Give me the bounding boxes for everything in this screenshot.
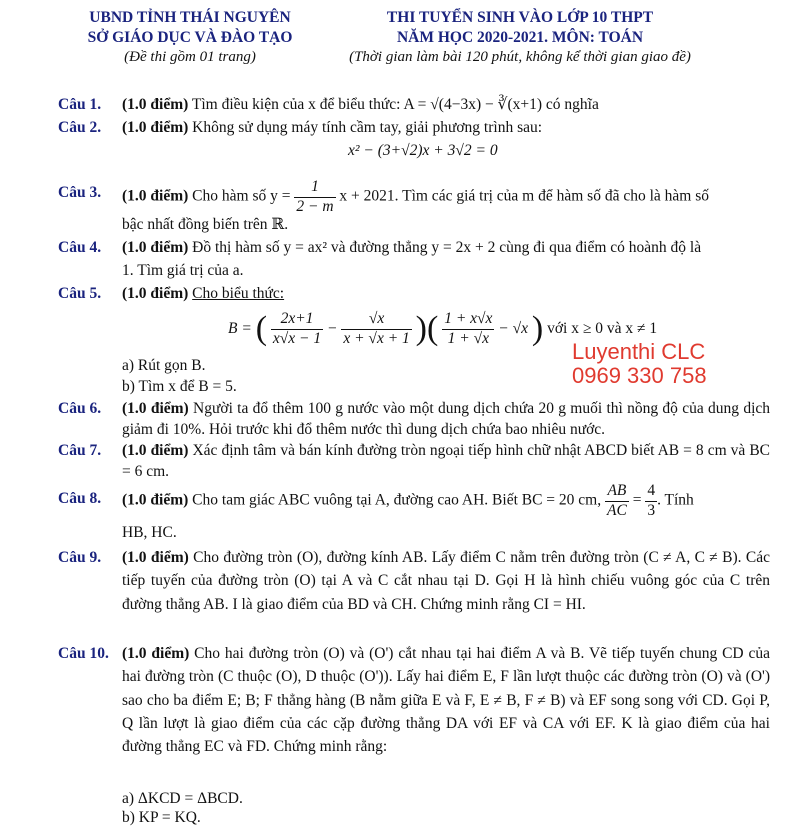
question-points: (1.0 điểm)	[122, 400, 189, 417]
expression-B: B = ( $\frac{2x+1}{x√x - 1}$ − $\frac{√x}{x + √x + 1}$ )( $\frac{1 + x√x}{1 + √x}$ − √x ) với x ≥ 0 và x ≠ 1	[228, 310, 658, 347]
question-number: Câu 2.	[58, 119, 102, 136]
question-points: (1.0 điểm)	[122, 119, 189, 136]
province-committee: UBND TỈNH THÁI NGUYÊN	[89, 9, 291, 26]
question-points: (1.0 điểm)	[122, 645, 190, 662]
exam-title: THI TUYỂN SINH VÀO LỚP 10 THPT	[386, 9, 654, 26]
condition: với x ≥ 0 và x ≠ 1	[547, 320, 658, 338]
question-points: (1.0 điểm)	[122, 285, 189, 302]
header-left	[60, 8, 320, 48]
question-10-part-b: b) KP = KQ.	[122, 809, 201, 826]
question-text: Xác định tâm và bán kính đường tròn ngoại tiếp hình chữ nhật ABCD biết AB = 8 cm và BC = 6 cm.	[122, 442, 770, 481]
question-text: Cho đường tròn (O), đường kính AB. Lấy điểm C nằm trên đường tròn (C ≠ A, C ≠ B). Các tiếp tuyến của đường tròn (O) tại A và C cắt nhau tại D. Gọi H là hình chiếu vuông góc của C trên đường thẳng AB. I là giao điểm của BD và CH. Chứng minh rằng CI = HI.	[122, 549, 770, 613]
fraction: $\frac{1}{2 - m}$	[296, 178, 334, 215]
question-text: Cho biểu thức:	[192, 285, 285, 302]
time-note: (Thời gian làm bài 120 phút, không kể thời gian giao đề)	[349, 49, 691, 65]
question-number: Câu 1.	[58, 96, 102, 113]
question-text: Cho hàm số y =	[192, 187, 291, 205]
question-text: Cho tam giác ABC vuông tại A, đường cao AH. Biết BC = 20 cm,	[192, 491, 602, 509]
fraction: $\frac{4}{3}$	[647, 482, 656, 519]
exam-year-subject: NĂM HỌC 2020-2021. MÔN: TOÁN	[396, 29, 644, 47]
question-text: Không sử dụng máy tính cầm tay, giải phương trình sau:	[192, 119, 543, 136]
question-points: (1.0 điểm)	[122, 442, 189, 459]
watermark-phone: 0969 330 758	[572, 363, 707, 389]
fraction: $\frac{√x}{x + √x + 1}$	[343, 310, 410, 347]
question-number: Câu 3.	[58, 184, 102, 201]
question-points: (1.0 điểm)	[122, 491, 189, 509]
question-text: Người ta đổ thêm 100 g nước vào một dung dịch chứa 20 g muối thì nồng độ của dung dịch giảm đi 10%. Hỏi trước khi đổ thêm nước thì dung dịch chứa bao nhiêu nước.	[122, 400, 771, 439]
question-3	[58, 178, 770, 216]
question-4	[58, 237, 770, 258]
question-9	[58, 546, 770, 616]
question-number: Câu 4.	[58, 239, 102, 256]
question-10	[58, 642, 770, 758]
question-8: Câu 8. (1.0 điểm) Cho tam giác ABC vuông tại A, đường cao AH. Biết BC = 20 cm, $\frac{AB}{AC}$ = $\frac{4}{3}$ . Tính	[58, 482, 694, 519]
question-4-continuation: 1. Tìm giá trị của a.	[122, 262, 244, 279]
question-text: x + 2021. Tìm các giá trị của m để hàm số đã cho là hàm số	[339, 187, 709, 205]
question-number: Câu 7.	[58, 442, 102, 459]
equation-2: x² − (3+√2)x + 3√2 = 0	[348, 142, 498, 159]
watermark-name: Luyenthi CLC	[572, 339, 706, 364]
question-points: (1.0 điểm)	[122, 96, 189, 113]
fraction: $\frac{2x+1}{x√x - 1}$	[272, 310, 322, 347]
question-5-part-b: b) Tìm x để B = 5.	[122, 378, 237, 395]
question-3-continuation: bậc nhất đồng biến trên ℝ.	[122, 216, 289, 233]
question-number: Câu 6.	[58, 400, 102, 417]
question-10-part-a: a) ΔKCD = ΔBCD.	[122, 790, 243, 807]
question-text: Cho hai đường tròn (O) và (O') cắt nhau tại hai điểm A và B. Vẽ tiếp tuyến chung CD của hai đường tròn (C thuộc (O), D thuộc (O')). Lấy hai điểm E, F lần lượt thuộc các đường tròn (O) và (O') sao cho ba điểm E; B; F thẳng hàng (B nằm giữa E và F, E ≠ B, F ≠ B) và EF song song với CD. Gọi P, Q lần lượt là giao điểm của các cặp đường thẳng DA với EF và CA với EF. K là giao điểm của hai đường thẳng EC và FD. Chứng minh rằng:	[122, 645, 770, 755]
question-number: Câu 10.	[58, 645, 109, 662]
question-2	[58, 117, 770, 138]
question-1	[58, 94, 770, 115]
question-8-continuation: HB, HC.	[122, 524, 177, 541]
question-number: Câu 5.	[58, 285, 102, 302]
fraction: $\frac{1 + x√x}{1 + √x}$	[444, 310, 493, 347]
question-text: Tìm điều kiện của x để biểu thức: A = √(4−3x) − ∛(x+1) có nghĩa	[191, 96, 599, 113]
question-number: Câu 8.	[58, 490, 102, 507]
department-name: SỞ GIÁO DỤC VÀ ĐÀO TẠO	[87, 29, 293, 47]
header-right	[320, 8, 720, 48]
question-5-part-a: a) Rút gọn B.	[122, 357, 206, 374]
question-5	[58, 283, 770, 304]
question-7	[58, 440, 770, 483]
question-text: Đồ thị hàm số y = ax² và đường thẳng y = 2x + 2 cùng đi qua điểm có hoành độ là	[192, 239, 702, 256]
question-points: (1.0 điểm)	[122, 239, 189, 256]
question-number: Câu 9.	[58, 549, 102, 566]
fraction: $\frac{AB}{AC}$	[607, 482, 627, 519]
page-count-note: (Đề thi gồm 01 trang)	[124, 49, 256, 65]
question-points: (1.0 điểm)	[122, 187, 189, 205]
question-6	[58, 398, 770, 441]
question-points: (1.0 điểm)	[122, 549, 189, 566]
